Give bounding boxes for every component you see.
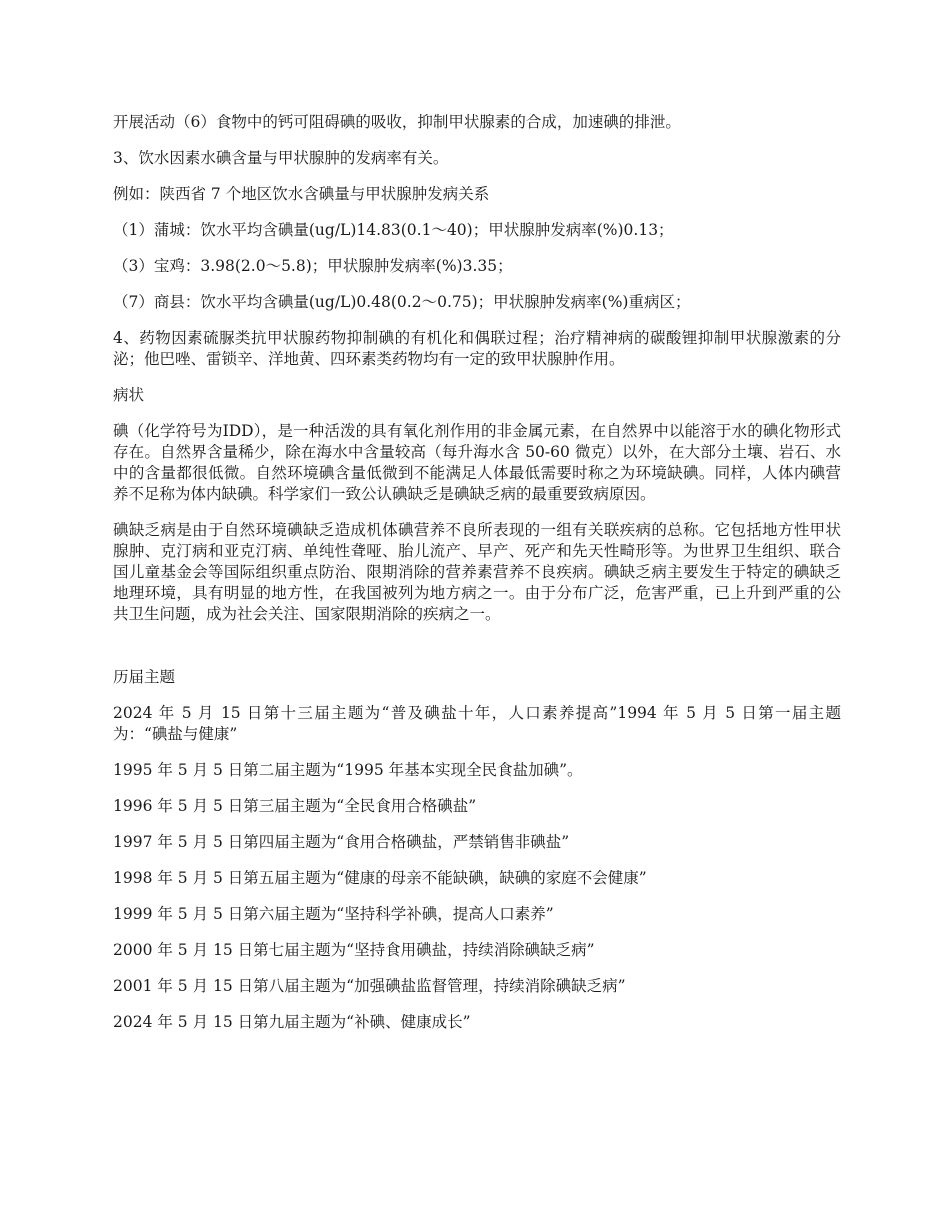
theme-item: 1996 年 5 月 5 日第三届主题为“全民食用合格碘盐” xyxy=(113,797,477,815)
document-page xyxy=(113,112,841,1048)
paragraph-shangxian: （7）商县：饮水平均含碘量(ug/L)0.48(0.2～0.75)；甲状腺肿发病率(%)重病区； xyxy=(113,293,691,311)
paragraph-drug-factor: 4、药物因素硫脲类抗甲状腺药物抑制碘的有机化和偶联过程；治疗精神病的碳酸锂抑制甲状腺激素的分泌；他巴唑、雷锁辛、洋地黄、四环素类药物均有一定的致甲状腺肿作用。 xyxy=(113,329,841,368)
paragraph-baoji: （3）宝鸡：3.98(2.0～5.8)；甲状腺肿发病率(%)3.35； xyxy=(113,257,513,275)
theme-item: 1999 年 5 月 5 日第六届主题为“坚持科学补碘，提高人口素养” xyxy=(113,905,554,923)
section-heading-symptoms: 病状 xyxy=(113,386,145,404)
section-spacer xyxy=(113,640,841,667)
paragraph-iodine-deficiency-disease: 碘缺乏病是由于自然环境碘缺乏造成机体碘营养不良所表现的一组有关联疾病的总称。它包括地方性甲状腺肿、克汀病和亚克汀病、单纯性聋哑、胎儿流产、早产、死产和先天性畸形等。为世界卫生组织、联合国儿童基金会等国际组织重点防治、限期消除的营养素营养不良疾病。碘缺乏病主要发生于特定的碘缺乏地理环境，具有明显的地方性，在我国被列为地方病之一。由于分布广泛，危害严重，已上升到严重的公共卫生问题，成为社会关注、国家限期消除的疾病之一。 xyxy=(113,521,841,623)
section-heading-themes: 历届主题 xyxy=(113,668,176,686)
paragraph-intro-activity: 开展活动（6）食物中的钙可阻碍碘的吸收，抑制甲状腺素的合成，加速碘的排泄。 xyxy=(113,113,681,131)
paragraph-pucheng: （1）蒲城：饮水平均含碘量(ug/L)14.83(0.1～40)；甲状腺肿发病率(%)0.13； xyxy=(113,221,674,239)
theme-item: 2000 年 5 月 15 日第七届主题为“坚持食用碘盐，持续消除碘缺乏病” xyxy=(113,941,595,959)
theme-item: 1997 年 5 月 5 日第四届主题为“食用合格碘盐，严禁销售非碘盐” xyxy=(113,833,570,851)
paragraph-iodine-definition: 碘（化学符号为IDD），是一种活泼的具有氧化剂作用的非金属元素，在自然界中以能溶于水的碘化物形式存在。自然界含量稀少，除在海水中含量较高（每升海水含 50-60 微克）以外，在大部分土壤、岩石、水中的含量都很低微。自然环境碘含量低微到不能满足人体最低需要时称之为环境缺碘。同样，人体内碘营养不足称为体内缺碘。科学家们一致公认碘缺乏是碘缺乏病的最重要致病原因。 xyxy=(113,422,841,503)
theme-item: 2001 年 5 月 15 日第八届主题为“加强碘盐监督管理，持续消除碘缺乏病” xyxy=(113,977,626,995)
paragraph-example-shaanxi: 例如：陕西省 7 个地区饮水含碘量与甲状腺肿发病关系 xyxy=(113,185,490,203)
theme-item: 2024 年 5 月 15 日第九届主题为“补碘、健康成长” xyxy=(113,1013,471,1031)
theme-item: 1998 年 5 月 5 日第五届主题为“健康的母亲不能缺碘，缺碘的家庭不会健康” xyxy=(113,869,647,887)
theme-item: 1995 年 5 月 5 日第二届主题为“1995 年基本实现全民食盐加碘”。 xyxy=(113,761,583,779)
paragraph-water-factor: 3、饮水因素水碘含量与甲状腺肿的发病率有关。 xyxy=(113,149,449,167)
theme-item: 2024 年 5 月 15 日第十三届主题为“普及碘盐十年，人口素养提高”1994 年 5 月 5 日第一届主题为：“碘盐与健康” xyxy=(113,704,841,743)
